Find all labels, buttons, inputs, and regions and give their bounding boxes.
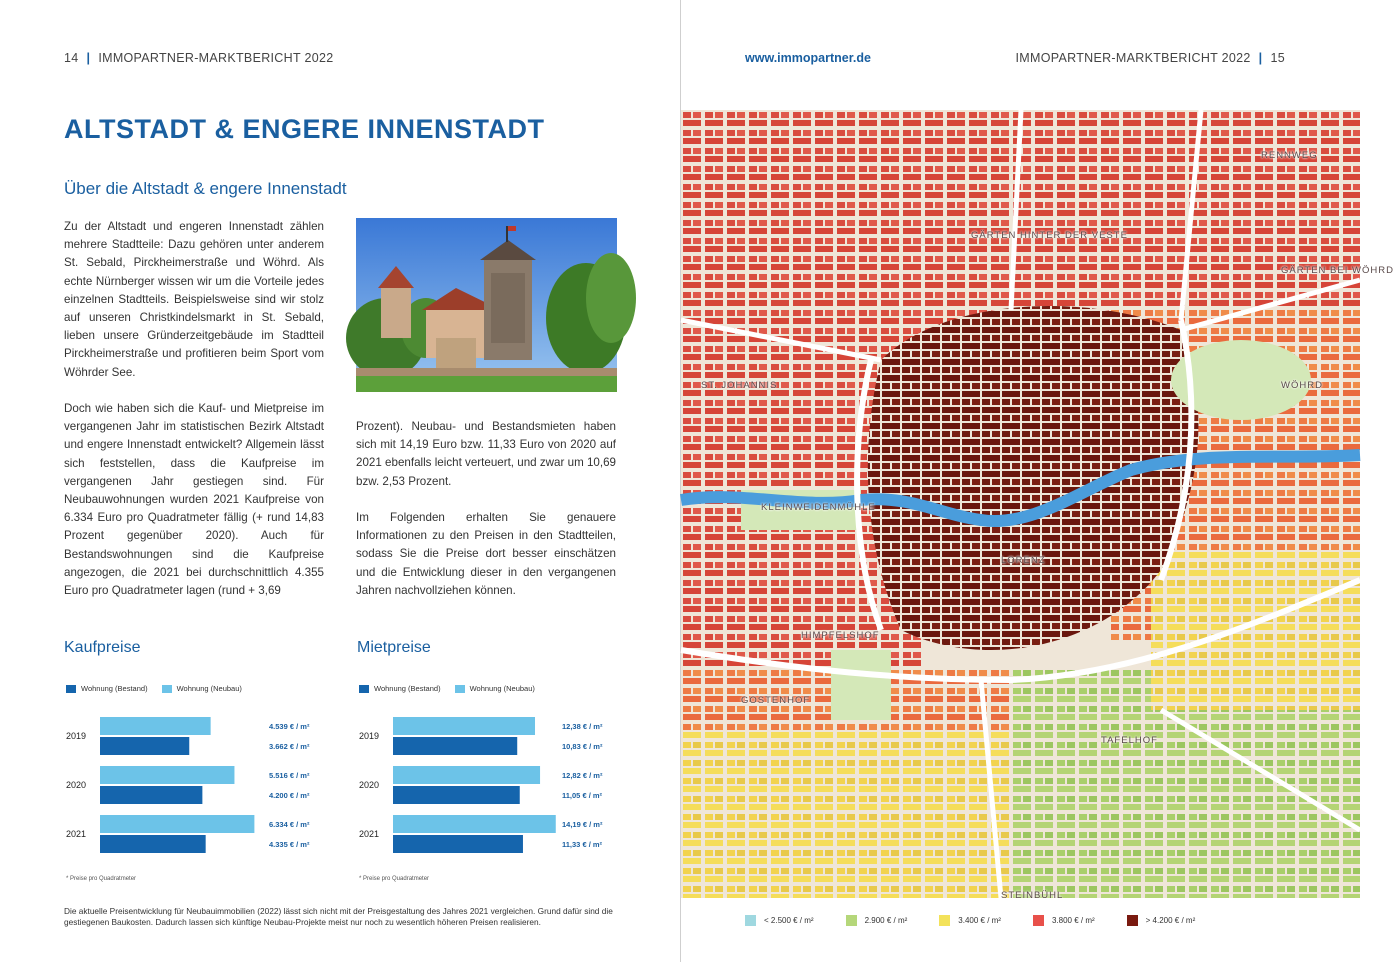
castle-image [356, 218, 617, 392]
report-title-right: IMMOPARTNER-MARKTBERICHT 2022 [1015, 51, 1251, 65]
map-district-label: LORENZ [1001, 555, 1046, 566]
bar-neubau [393, 717, 535, 735]
legend-swatch [455, 685, 465, 693]
bar-value-label: 12,82 € / m² [562, 771, 603, 780]
body-paragraph: Prozent). Neubau- und Bestandsmieten haben sich mit 14,19 Euro bzw. 11,33 Euro von 2020 auf 2021 ebenfalls leicht verteuert, und zwar um 10,69 bzw. 2,53 Prozent. [356, 420, 616, 488]
year-label: 2021 [359, 829, 380, 839]
running-head-left: 14 | IMMOPARTNER-MARKTBERICHT 2022 [64, 51, 334, 65]
body-paragraph: Doch wie haben sich die Kauf- und Mietpreise im vergangenen Jahr im statistischen Bezirk Altstadt und engere Innenstadt entwickelt? Allgemein lässt sich feststellen, dass die Kaufpreise im vergangenen Jahr gestiegen sind. Für Neubauwohnungen wurden 2021 Kaufpreise von 6.334 Euro pro Quadratmeter fällig (+ rund 14,83 Prozent gegenüber 2020). Auch für Bestandswohnungen sind die Kaufpreise angezogen, die 2021 bei durchschnittlich 4.355 Euro pro Quadratmeter lagen (rund + 3,69 [64, 402, 324, 598]
year-label: 2020 [359, 780, 380, 790]
chart-legend [66, 684, 242, 693]
website-url[interactable]: www.immopartner.de [745, 51, 871, 65]
bar-value-label: 12,38 € / m² [562, 722, 603, 731]
map-legend-item [1127, 915, 1196, 926]
page-number-right: 15 [1270, 51, 1285, 65]
body-column-1 [64, 218, 324, 618]
year-label: 2019 [359, 731, 380, 741]
legend-swatch [939, 915, 950, 926]
kaufpreise-chart [64, 639, 334, 889]
chart-title: Mietpreise [357, 639, 431, 656]
legend-item-bestand: Wohnung (Bestand) [359, 684, 441, 693]
map-district-label: WÖHRD [1281, 380, 1323, 391]
year-label: 2019 [66, 731, 87, 741]
bar-value-label: 10,83 € / m² [562, 742, 603, 751]
bar-neubau [393, 815, 556, 833]
bar-bestand [100, 786, 202, 804]
mietpreise-bars [357, 709, 627, 869]
chart-legend [359, 684, 535, 693]
bar-value-label: 6.334 € / m² [269, 820, 310, 829]
legend-label: 3.400 € / m² [958, 916, 1001, 925]
legend-swatch [1127, 915, 1138, 926]
chart-title: Kaufpreise [64, 639, 141, 656]
map-district-label: ST. JOHANNIS [701, 380, 778, 391]
legend-label: < 2.500 € / m² [764, 916, 814, 925]
bar-bestand [393, 835, 523, 853]
map-legend [745, 915, 1195, 926]
map-district-label: GÄRTEN BEI WÖHRD [1281, 265, 1394, 276]
mietpreise-chart [357, 639, 627, 889]
map-district-label: HIMPFELSHOF [801, 630, 880, 641]
map-legend-item [745, 915, 814, 926]
legend-swatch [162, 685, 172, 693]
legend-item-neubau: Wohnung (Neubau) [455, 684, 535, 693]
section-subtitle: Über die Altstadt & engere Innenstadt [64, 179, 347, 198]
body-paragraph: Im Folgenden erhalten Sie genauere Informationen zu den Preisen in den Stadtteilen, sodass Sie die Preise dort besser einschätzen und die Entwicklung dieser in den vergangenen Jahren nachvollziehen können. [356, 511, 616, 597]
kaufpreise-bars [64, 709, 334, 869]
bar-value-label: 14,19 € / m² [562, 820, 603, 829]
legend-item-neubau: Wohnung (Neubau) [162, 684, 242, 693]
bar-value-label: 11,05 € / m² [562, 791, 603, 800]
bar-value-label: 4.335 € / m² [269, 840, 310, 849]
page-title: ALTSTADT & ENGERE INNENSTADT [64, 114, 545, 144]
map-district-label: GÄRTEN HINTER DER VESTE [971, 230, 1128, 241]
page-number-left: 14 [64, 51, 79, 65]
year-label: 2021 [66, 829, 87, 839]
map-district-label: KLEINWEIDENMÜHLE [761, 502, 876, 513]
legend-swatch [846, 915, 857, 926]
price-heat-map [681, 110, 1394, 901]
bar-bestand [100, 835, 206, 853]
bar-value-label: 4.200 € / m² [269, 791, 310, 800]
legend-swatch [1033, 915, 1044, 926]
bar-neubau [100, 766, 234, 784]
map-district-label: GOSTENHOF [741, 695, 811, 706]
castle-photo [356, 218, 617, 392]
bar-value-label: 4.539 € / m² [269, 722, 310, 731]
chart-note: * Preise pro Quadratmeter [359, 876, 430, 882]
legend-swatch [745, 915, 756, 926]
legend-label: 3.800 € / m² [1051, 916, 1095, 925]
left-page [0, 0, 680, 962]
map-district-label: RENNWEG [1261, 150, 1318, 161]
bar-bestand [100, 737, 189, 755]
bar-bestand [393, 737, 517, 755]
bar-value-label: 3.662 € / m² [269, 742, 310, 751]
legend-label: > 4.200 € / m² [1145, 916, 1196, 925]
map-district-label: TAFELHOF [1101, 735, 1158, 746]
running-head-right: IMMOPARTNER-MARKTBERICHT 2022 | 15 [1015, 51, 1285, 65]
body-column-2 [356, 418, 616, 618]
map-legend-item [1033, 915, 1095, 926]
legend-swatch [359, 685, 369, 693]
bar-neubau [100, 815, 254, 833]
year-label: 2020 [66, 780, 87, 790]
right-page [681, 0, 1394, 962]
bar-value-label: 5.516 € / m² [269, 771, 310, 780]
bar-value-label: 11,33 € / m² [562, 840, 603, 849]
footnote: Die aktuelle Preisentwicklung für Neubauimmobilien (2022) lässt sich nicht mit der Preisgestaltung des Jahres 2021 vergleichen. Grund dafür sind die gestiegenen Baukosten. Dadurch lassen sich künftige Neubau-Projekte meist nur noch zu wesentlich höheren Preisen realisieren. [64, 906, 613, 927]
map-district-label: STEINBÜHL [1001, 890, 1064, 901]
map-legend-item [846, 915, 908, 926]
report-title-left: IMMOPARTNER-MARKTBERICHT 2022 [98, 51, 334, 65]
chart-note: * Preise pro Quadratmeter [66, 876, 137, 882]
bar-neubau [393, 766, 540, 784]
bar-bestand [393, 786, 520, 804]
legend-label: 2.900 € / m² [864, 916, 908, 925]
legend-item-bestand: Wohnung (Bestand) [66, 684, 148, 693]
body-paragraph: Zu der Altstadt und engeren Innenstadt zählen mehrere Stadtteile: Dazu gehören unter anderem St. Sebald, Pirckheimerstraße und Wöhrd. Als echte Nürnberger wissen wir um die Vorteile jedes einzelnen Stadtteils. Beispielsweise sind wir stolz auf unseren Christkindelsmarkt in St. Sebald, lieben unsere Gründerzeitgebäude im Stadtteil Pirckheimerstraße und profitieren beim Sport vom Wöhrder See. [64, 220, 324, 379]
bar-neubau [100, 717, 211, 735]
map-legend-item [939, 915, 1001, 926]
legend-swatch [66, 685, 76, 693]
